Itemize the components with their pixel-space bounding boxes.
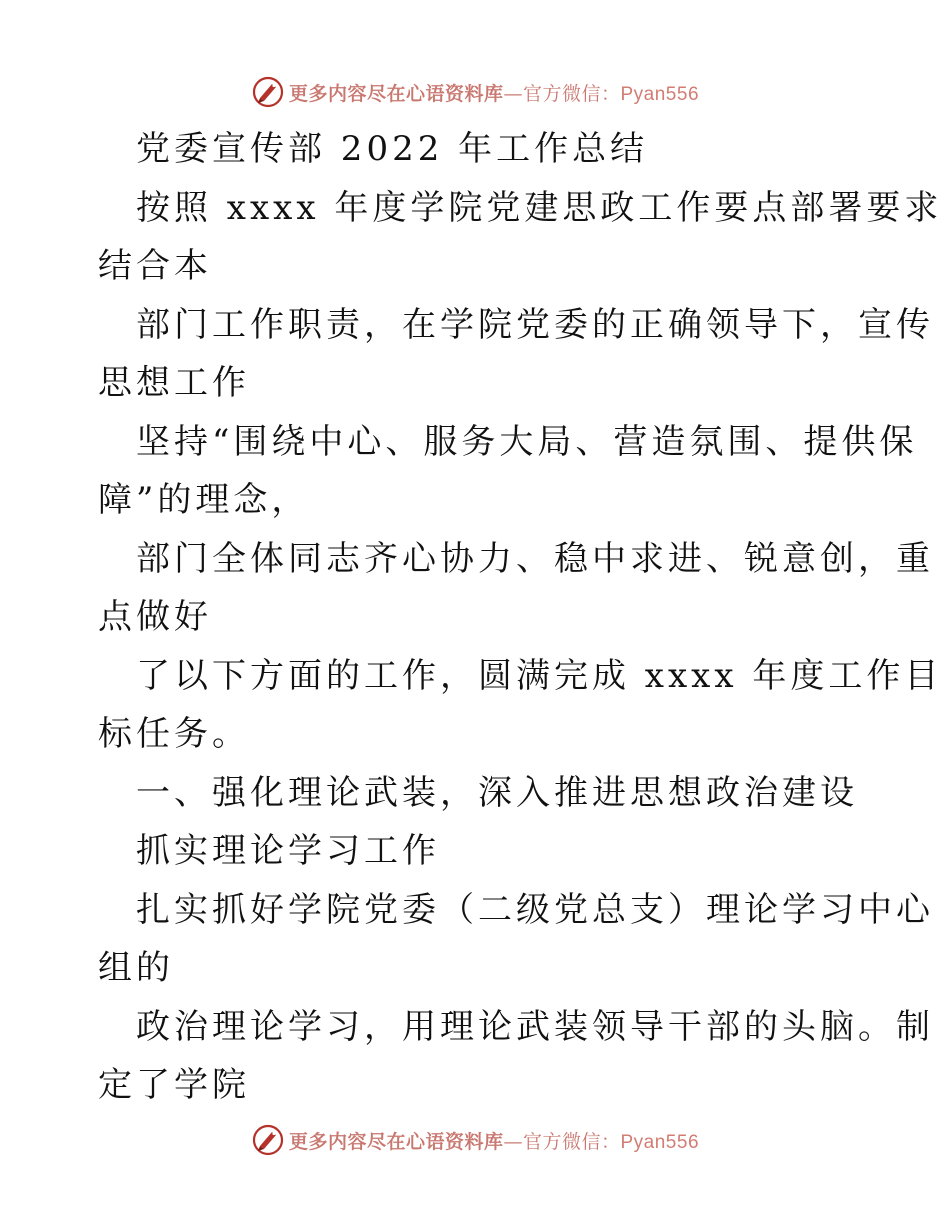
body-line: 按照 xxxx 年度学院党建思政工作要点部署要求 — [136, 187, 943, 228]
document-body — [98, 120, 943, 1115]
banner-dash: — — [503, 82, 523, 105]
body-line: 结合本 — [98, 246, 212, 286]
body-line: 了以下方面的工作，圆满完成 xxxx 年度工作目 — [136, 655, 943, 696]
header-banner — [0, 72, 950, 112]
body-line: 一、强化理论武装，深入推进思想政治建设 — [136, 772, 858, 813]
body-line: 扎实抓好学院党委（二级党总支）理论学习中心 — [136, 889, 934, 930]
pen-logo-icon — [251, 75, 285, 109]
body-line: 点做好 — [98, 597, 212, 637]
banner-text — [289, 1127, 699, 1154]
banner-bold-text: 更多内容尽在心语资料库 — [288, 1130, 504, 1153]
body-line: 组的 — [98, 948, 174, 988]
banner-handle: Pyan556 — [620, 83, 700, 105]
body-line: 部门工作职责，在学院党委的正确领导下，宣传 — [136, 304, 934, 345]
body-line: 坚持“围绕中心、服务大局、营造氛围、提供保 — [136, 421, 918, 462]
banner-wechat-label: 官方微信： — [522, 82, 621, 105]
body-line: 党委宣传部 2022 年工作总结 — [136, 129, 649, 169]
body-line: 思想工作 — [98, 363, 250, 403]
banner-wechat-label: 官方微信： — [522, 1130, 621, 1153]
body-line: 定了学院 — [98, 1065, 250, 1105]
body-line: 标任务。 — [98, 714, 250, 754]
banner-dash: — — [503, 1130, 523, 1153]
body-line: 障”的理念， — [98, 480, 310, 520]
pen-logo-icon — [251, 1123, 285, 1157]
body-line: 部门全体同志齐心协力、稳中求进、锐意创，重 — [136, 538, 934, 579]
banner-bold-text: 更多内容尽在心语资料库 — [288, 82, 504, 105]
body-line: 抓实理论学习工作 — [136, 831, 440, 871]
banner-text — [289, 79, 699, 106]
banner-handle: Pyan556 — [620, 1131, 700, 1153]
footer-banner — [0, 1120, 950, 1160]
body-line: 政治理论学习，用理论武装领导干部的头脑。制 — [136, 1006, 934, 1047]
